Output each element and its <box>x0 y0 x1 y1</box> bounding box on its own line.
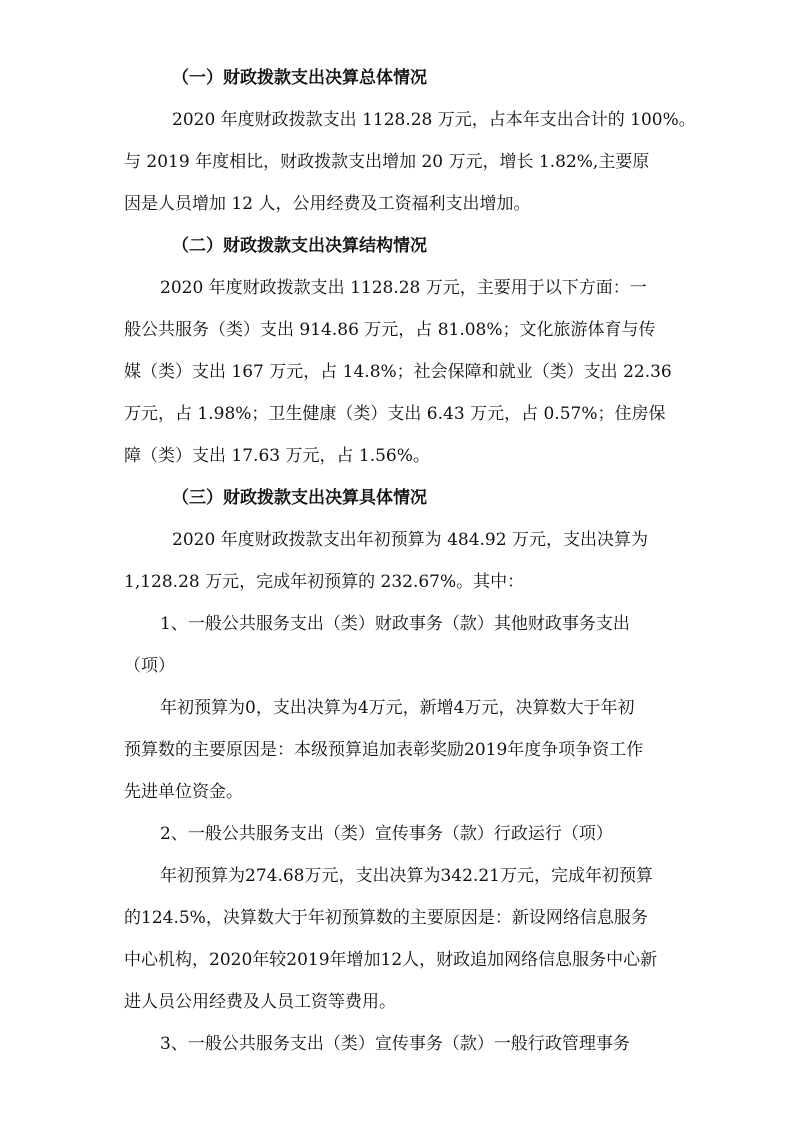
paragraph-line: （项） <box>124 656 175 676</box>
section-heading-2: （二）财政拨款支出决算结构情况 <box>172 236 427 256</box>
section-heading-1: （一）财政拨款支出决算总体情况 <box>172 68 427 88</box>
section-heading-3: （三）财政拨款支出决算具体情况 <box>172 488 427 508</box>
paragraph-line: 般公共服务（类）支出 914.86 万元，占 81.08%；文化旅游体育与传 <box>124 320 656 340</box>
paragraph-line: 障（类）支出 17.63 万元，占 1.56%。 <box>124 446 430 466</box>
paragraph-line: 3、一般公共服务支出（类）宣传事务（款）一般行政管理事务 <box>160 1034 630 1054</box>
paragraph-line: 中心机构，2020年较2019年增加12人，财政追加网络信息服务中心新 <box>124 950 658 970</box>
paragraph-line: 2、一般公共服务支出（类）宣传事务（款）行政运行（项） <box>160 824 613 844</box>
paragraph-line: 进人员公用经费及人员工资等费用。 <box>124 992 396 1012</box>
paragraph-line: 2020 年度财政拨款支出 1128.28 万元，主要用于以下方面：一 <box>160 278 647 298</box>
paragraph-line: 万元，占 1.98%；卫生健康（类）支出 6.43 万元，占 0.57%；住房保 <box>124 404 666 424</box>
paragraph-line: 1,128.28 万元，完成年初预算的 232.67%。其中： <box>124 572 525 592</box>
paragraph-line: 年初预算为274.68万元，支出决算为342.21万元，完成年初预算 <box>160 866 653 886</box>
paragraph-line: 与 2019 年度相比，财政拨款支出增加 20 万元，增长 1.82%,主要原 <box>124 152 650 172</box>
paragraph-line: 2020 年度财政拨款支出年初预算为 484.92 万元，支出决算为 <box>172 530 648 550</box>
paragraph-line: 年初预算为0，支出决算为4万元，新增4万元，决算数大于年初 <box>160 698 635 718</box>
paragraph-line: 1、一般公共服务支出（类）财政事务（款）其他财政事务支出 <box>160 614 630 634</box>
paragraph-line: 的124.5%，决算数大于年初预算数的主要原因是：新设网络信息服务 <box>124 908 648 928</box>
paragraph-line: 预算数的主要原因是：本级预算追加表彰奖励2019年度争项争资工作 <box>124 740 644 760</box>
paragraph-line: 因是人员增加 12 人，公用经费及工资福利支出增加。 <box>124 194 531 214</box>
paragraph-line: 先进单位资金。 <box>124 782 243 802</box>
paragraph-line: 2020 年度财政拨款支出 1128.28 万元，占本年支出合计的 100%。 <box>172 110 696 130</box>
paragraph-line: 媒（类）支出 167 万元，占 14.8%；社会保障和就业（类）支出 22.36 <box>124 362 672 382</box>
